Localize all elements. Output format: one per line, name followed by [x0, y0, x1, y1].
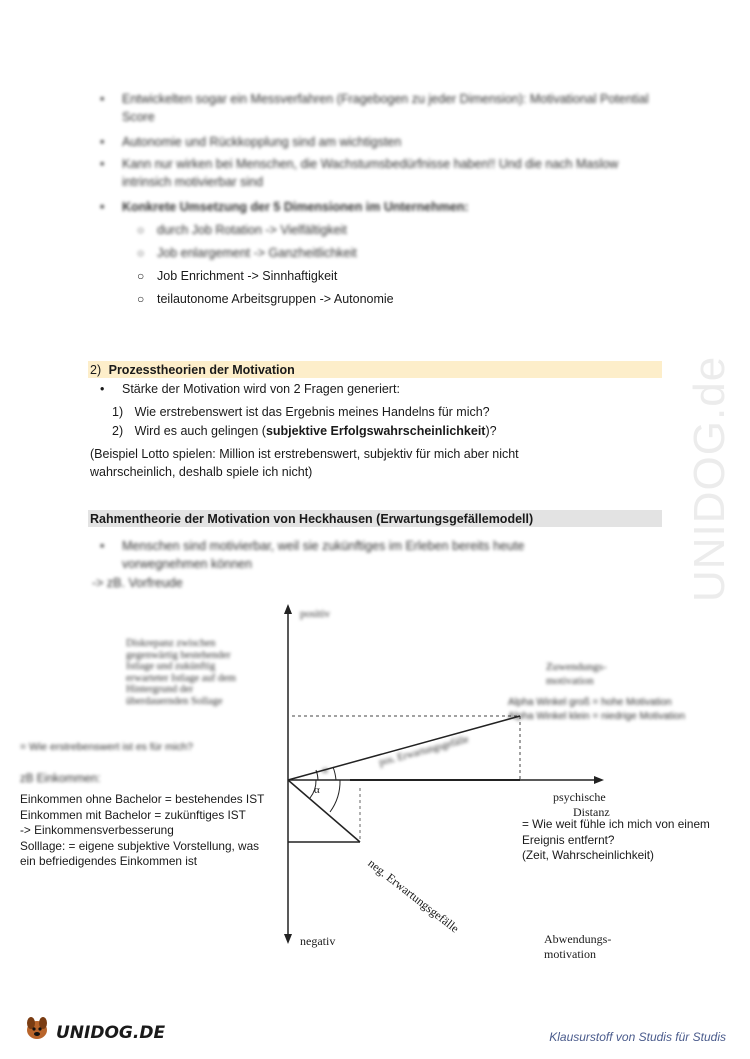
erwartungsgefaelle-diagram: [0, 600, 750, 980]
sub-bullet-marker: ○: [137, 269, 145, 283]
distance-text: = Wie weit fühle ich mich von einem Ereignis entfernt? (Zeit, Wahrscheinlichkeit): [522, 817, 710, 862]
alpha-symbol: α: [314, 784, 320, 796]
axis-label-psychische: psychische: [553, 790, 606, 804]
zb-einkommen: zB Einkommen:: [20, 773, 101, 785]
abwendungsmotivation: Abwendungs- motivation: [544, 932, 612, 961]
bullet-wachstum: • Kann nur wirken bei Menschen, die Wachstumsbedürfnisse haben!! Und die nach Maslow intrinsich motivierbar sind: [100, 157, 619, 189]
bullet-marker: •: [100, 157, 105, 171]
sub-bullet-rotation: ○ durch Job Rotation -> Vielfältigkeit: [137, 223, 347, 237]
bullet-vorwegnehmen: • Menschen sind motivierbar, weil sie zukünftiges im Erleben bereits heute vorwegnehmen können: [100, 539, 525, 571]
bullet-autonomie: • Autonomie und Rückkopplung sind am wichtigsten: [100, 135, 402, 149]
bullet-marker: •: [100, 92, 105, 106]
bullet-marker: •: [100, 539, 105, 553]
axis-label-distanz: Distanz: [573, 805, 610, 819]
income-text: Einkommen ohne Bachelor = bestehendes IST Einkommen mit Bachelor = zukünftiges IST -> Einkommensverbesserung Solllage: = eigene subjektive Vorstellung, was ein befriedigendes Einkommen ist: [20, 792, 265, 868]
question-1: 1) Wie erstrebenswert ist das Ergebnis meines Handelns für mich?: [112, 405, 490, 419]
sub-bullet-marker: ○: [137, 246, 145, 260]
bullet-staerke: • Stärke der Motivation wird von 2 Fragen generiert:: [100, 382, 400, 396]
label-neg-gefaelle: neg. Erwartungsgefälle: [365, 856, 462, 936]
axis-label-negativ: negativ: [300, 934, 336, 948]
bullet-marker: •: [100, 382, 105, 396]
section-3-heading: Rahmentheorie der Motivation von Heckhausen (Erwartungsgefällemodell): [90, 512, 534, 526]
discrepancy-text: Diskrepanz zwischen gegenwärtig bestehender Istlage und zukünftig erwarteter Istlage auf dem Hintergrund der überdauernden Sollage: [126, 638, 236, 707]
footer-logo: UNIDOG.DE: [56, 1023, 166, 1043]
zuwendungsmotivation: Zuwendungs- motivation: [546, 661, 607, 687]
example-line-2: wahrscheinlich, deshalb spiele ich nicht): [90, 465, 313, 479]
sub-bullet-marker: ○: [137, 223, 145, 237]
sub-bullet-arbeitsgruppen: ○ teilautonome Arbeitsgruppen -> Autonomie: [137, 292, 394, 306]
bullet-marker: •: [100, 200, 105, 214]
section-number: 2): [90, 363, 102, 377]
alpha-gross-line: Alpha Winkel groß = hohe Motivation: [508, 697, 672, 708]
sub-bullet-enlargement: ○ Job enlargement -> Ganzheitlichkeit: [137, 246, 357, 260]
sub-bullet-enrichment: ○ Job Enrichment -> Sinnhaftigkeit: [137, 269, 338, 283]
example-line-1: (Beispiel Lotto spielen: Million ist erstrebenswert, subjektiv für mich aber nicht: [90, 447, 519, 461]
bullet-umsetzung: • Konkrete Umsetzung der 5 Dimensionen im Unternehmen:: [100, 200, 469, 214]
footer-tagline: Klausurstoff von Studis für Studis: [549, 1030, 726, 1044]
alpha-klein-line: Alpha Winkel klein = niedrige Motivation: [508, 711, 686, 722]
vorfreude-line: -> zB. Vorfreude: [92, 576, 183, 590]
section-2-heading: [90, 361, 295, 379]
sub-bullet-marker: ○: [137, 292, 145, 306]
watermark: UNIDOG.de: [685, 355, 734, 602]
label-pos-gefaelle: pos. Erwartungsgefälle: [378, 734, 470, 769]
question-erstrebenswert: = Wie erstrebenswert ist es für mich?: [20, 741, 194, 753]
axis-label-positiv: positiv: [300, 608, 330, 620]
alpha-symbol: α: [322, 764, 328, 776]
dog-logo-icon: [22, 1012, 52, 1042]
bullet-motivational-score: • Entwickelten sogar ein Messverfahren (Fragebogen zu jeder Dimension): Motivational Potential Score: [100, 92, 649, 124]
question-2: 2) Wird es auch gelingen (subjektive Erfolgswahrscheinlichkeit)?: [112, 424, 497, 438]
section-title: Prozesstheorien der Motivation: [108, 363, 295, 377]
bullet-marker: •: [100, 135, 105, 149]
